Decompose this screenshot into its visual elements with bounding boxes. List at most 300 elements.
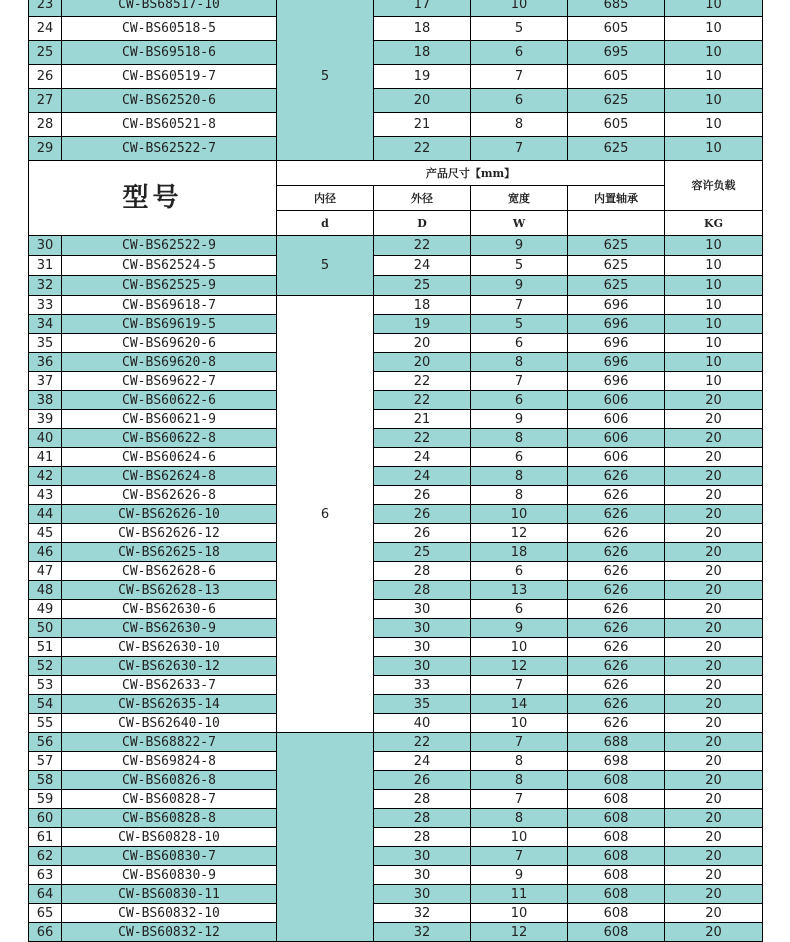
model-cell: CW-BS62626-10	[62, 505, 277, 524]
load-cell: 10	[665, 0, 763, 17]
outer-diameter-cell: 40	[374, 714, 471, 733]
width-cell: 11	[471, 885, 568, 904]
table-row	[29, 353, 763, 372]
model-cell: CW-BS60828-7	[62, 790, 277, 809]
model-cell: CW-BS69824-8	[62, 752, 277, 771]
load-cell: 10	[665, 65, 763, 89]
row-number: 25	[29, 41, 62, 65]
bearing-cell: 606	[568, 391, 665, 410]
width-cell: 8	[471, 467, 568, 486]
outer-diameter-cell: 20	[374, 334, 471, 353]
row-number: 36	[29, 353, 62, 372]
row-number: 56	[29, 733, 62, 752]
model-cell: CW-BS62626-12	[62, 524, 277, 543]
outer-diameter-cell: 22	[374, 429, 471, 448]
bearing-cell: 608	[568, 847, 665, 866]
outer-diameter-cell: 17	[374, 0, 471, 17]
outer-diameter-cell: 28	[374, 828, 471, 847]
model-cell: CW-BS62630-9	[62, 619, 277, 638]
width-cell: 7	[471, 65, 568, 89]
outer-diameter-cell: 26	[374, 505, 471, 524]
load-cell: 10	[665, 334, 763, 353]
table-row	[29, 562, 763, 581]
inner-diameter-symbol: d	[277, 211, 374, 236]
width-cell: 6	[471, 562, 568, 581]
outer-diameter-cell: 32	[374, 904, 471, 923]
table-row	[29, 524, 763, 543]
model-cell: CW-BS62630-10	[62, 638, 277, 657]
bearing-cell: 625	[568, 256, 665, 276]
load-cell: 20	[665, 638, 763, 657]
row-number: 51	[29, 638, 62, 657]
row-number: 23	[29, 0, 62, 17]
outer-diameter-cell: 30	[374, 657, 471, 676]
model-heading: 型号	[29, 161, 277, 236]
model-cell: CW-BS69618-7	[62, 296, 277, 315]
load-cell: 10	[665, 256, 763, 276]
row-number: 62	[29, 847, 62, 866]
width-cell: 5	[471, 256, 568, 276]
bearing-cell: 608	[568, 904, 665, 923]
bearing-cell: 605	[568, 17, 665, 41]
width-cell: 7	[471, 676, 568, 695]
model-cell: CW-BS68822-7	[62, 733, 277, 752]
bearing-heading: 内置轴承	[568, 186, 665, 211]
row-number: 47	[29, 562, 62, 581]
row-number: 28	[29, 113, 62, 137]
outer-diameter-cell: 28	[374, 581, 471, 600]
model-cell: CW-BS69619-5	[62, 315, 277, 334]
load-cell: 20	[665, 448, 763, 467]
outer-diameter-cell: 30	[374, 619, 471, 638]
table-row	[29, 65, 763, 89]
table-row	[29, 334, 763, 353]
outer-diameter-cell: 30	[374, 866, 471, 885]
row-number: 34	[29, 315, 62, 334]
table-row	[29, 752, 763, 771]
outer-diameter-cell: 19	[374, 65, 471, 89]
row-number: 40	[29, 429, 62, 448]
table-row	[29, 276, 763, 296]
load-cell: 20	[665, 524, 763, 543]
width-cell: 9	[471, 619, 568, 638]
bearing-cell: 608	[568, 866, 665, 885]
row-number: 45	[29, 524, 62, 543]
width-cell: 10	[471, 505, 568, 524]
outer-diameter-cell: 22	[374, 236, 471, 256]
inner-diameter-cell: 5	[277, 236, 374, 296]
bearing-cell: 626	[568, 657, 665, 676]
bearing-cell: 608	[568, 790, 665, 809]
bearing-cell: 626	[568, 543, 665, 562]
width-cell: 9	[471, 236, 568, 256]
row-number: 46	[29, 543, 62, 562]
row-number: 26	[29, 65, 62, 89]
load-heading: 容许负载	[665, 161, 763, 211]
width-cell: 6	[471, 448, 568, 467]
load-cell: 20	[665, 714, 763, 733]
row-number: 66	[29, 923, 62, 942]
model-cell: CW-BS60622-6	[62, 391, 277, 410]
model-cell: CW-BS60828-10	[62, 828, 277, 847]
load-cell: 20	[665, 809, 763, 828]
width-cell: 9	[471, 410, 568, 429]
load-cell: 20	[665, 771, 763, 790]
load-cell: 20	[665, 467, 763, 486]
inner-diameter-cell: 6	[277, 296, 374, 733]
row-number: 35	[29, 334, 62, 353]
load-cell: 10	[665, 89, 763, 113]
model-cell: CW-BS60624-6	[62, 448, 277, 467]
load-cell: 20	[665, 486, 763, 505]
bearing-symbol	[568, 211, 665, 236]
bearing-cell: 626	[568, 714, 665, 733]
row-number: 58	[29, 771, 62, 790]
load-cell: 10	[665, 276, 763, 296]
inner-diameter-heading: 内径	[277, 186, 374, 211]
table-row	[29, 137, 763, 161]
spec-table-wrapper	[28, 0, 762, 942]
outer-diameter-cell: 22	[374, 391, 471, 410]
row-number: 24	[29, 17, 62, 41]
bearing-cell: 605	[568, 113, 665, 137]
bearing-cell: 625	[568, 236, 665, 256]
model-cell: CW-BS60826-8	[62, 771, 277, 790]
outer-diameter-cell: 26	[374, 524, 471, 543]
outer-diameter-cell: 22	[374, 372, 471, 391]
outer-diameter-cell: 24	[374, 467, 471, 486]
bearing-cell: 626	[568, 676, 665, 695]
load-cell: 20	[665, 828, 763, 847]
row-number: 60	[29, 809, 62, 828]
table-row	[29, 619, 763, 638]
table-row	[29, 543, 763, 562]
row-number: 53	[29, 676, 62, 695]
outer-diameter-cell: 18	[374, 296, 471, 315]
table-row	[29, 17, 763, 41]
outer-diameter-cell: 26	[374, 771, 471, 790]
outer-diameter-cell: 25	[374, 276, 471, 296]
table-row	[29, 0, 763, 17]
table-row	[29, 113, 763, 137]
width-cell: 7	[471, 733, 568, 752]
header-row-titles	[29, 161, 763, 186]
model-cell: CW-BS62624-8	[62, 467, 277, 486]
outer-diameter-cell: 28	[374, 562, 471, 581]
model-cell: CW-BS60832-10	[62, 904, 277, 923]
model-cell: CW-BS62525-9	[62, 276, 277, 296]
model-cell: CW-BS62522-7	[62, 137, 277, 161]
load-cell: 10	[665, 315, 763, 334]
bearing-cell: 626	[568, 695, 665, 714]
dimensions-heading: 产品尺寸【mm】	[277, 161, 665, 186]
outer-diameter-cell: 30	[374, 885, 471, 904]
width-cell: 9	[471, 866, 568, 885]
width-cell: 7	[471, 790, 568, 809]
model-cell: CW-BS62524-5	[62, 256, 277, 276]
table-row	[29, 41, 763, 65]
row-number: 59	[29, 790, 62, 809]
table-row	[29, 904, 763, 923]
bearing-cell: 625	[568, 89, 665, 113]
width-cell: 5	[471, 17, 568, 41]
width-cell: 6	[471, 334, 568, 353]
model-cell: CW-BS60832-12	[62, 923, 277, 942]
row-number: 61	[29, 828, 62, 847]
bearing-cell: 605	[568, 65, 665, 89]
model-cell: CW-BS60830-11	[62, 885, 277, 904]
width-cell: 8	[471, 752, 568, 771]
bearing-cell: 698	[568, 752, 665, 771]
load-cell: 10	[665, 137, 763, 161]
width-cell: 9	[471, 276, 568, 296]
bearing-cell: 685	[568, 0, 665, 17]
width-cell: 13	[471, 581, 568, 600]
bearing-cell: 696	[568, 372, 665, 391]
width-cell: 7	[471, 372, 568, 391]
table-row	[29, 638, 763, 657]
outer-diameter-heading: 外径	[374, 186, 471, 211]
model-cell: CW-BS62626-8	[62, 486, 277, 505]
table-row	[29, 600, 763, 619]
width-cell: 6	[471, 41, 568, 65]
table-row	[29, 733, 763, 752]
load-cell: 20	[665, 619, 763, 638]
row-number: 31	[29, 256, 62, 276]
table-row	[29, 236, 763, 256]
bearing-cell: 608	[568, 885, 665, 904]
bearing-cell: 626	[568, 581, 665, 600]
bearing-cell: 626	[568, 619, 665, 638]
bearing-cell: 695	[568, 41, 665, 65]
table-row	[29, 89, 763, 113]
table-row	[29, 372, 763, 391]
bearing-cell: 608	[568, 923, 665, 942]
load-unit: KG	[665, 211, 763, 236]
model-cell: CW-BS69620-6	[62, 334, 277, 353]
table-row	[29, 866, 763, 885]
outer-diameter-cell: 26	[374, 486, 471, 505]
row-number: 30	[29, 236, 62, 256]
row-number: 44	[29, 505, 62, 524]
load-cell: 20	[665, 752, 763, 771]
load-cell: 20	[665, 695, 763, 714]
row-number: 42	[29, 467, 62, 486]
outer-diameter-cell: 21	[374, 113, 471, 137]
load-cell: 10	[665, 236, 763, 256]
row-number: 49	[29, 600, 62, 619]
width-cell: 6	[471, 391, 568, 410]
outer-diameter-cell: 18	[374, 41, 471, 65]
row-number: 52	[29, 657, 62, 676]
width-cell: 5	[471, 315, 568, 334]
model-cell: CW-BS62630-12	[62, 657, 277, 676]
load-cell: 20	[665, 543, 763, 562]
outer-diameter-cell: 24	[374, 448, 471, 467]
load-cell: 20	[665, 923, 763, 942]
row-number: 43	[29, 486, 62, 505]
bearing-cell: 626	[568, 600, 665, 619]
inner-diameter-cell	[277, 733, 374, 942]
load-cell: 20	[665, 847, 763, 866]
row-number: 32	[29, 276, 62, 296]
width-cell: 10	[471, 0, 568, 17]
row-number: 55	[29, 714, 62, 733]
outer-diameter-symbol: D	[374, 211, 471, 236]
width-cell: 12	[471, 524, 568, 543]
bearing-cell: 608	[568, 809, 665, 828]
outer-diameter-cell: 32	[374, 923, 471, 942]
table-row	[29, 809, 763, 828]
table-row	[29, 676, 763, 695]
model-cell: CW-BS60518-5	[62, 17, 277, 41]
load-cell: 20	[665, 429, 763, 448]
table-row	[29, 581, 763, 600]
width-cell: 18	[471, 543, 568, 562]
bearing-cell: 626	[568, 467, 665, 486]
width-cell: 8	[471, 771, 568, 790]
row-number: 27	[29, 89, 62, 113]
load-cell: 20	[665, 866, 763, 885]
load-cell: 20	[665, 562, 763, 581]
table-row	[29, 885, 763, 904]
outer-diameter-cell: 24	[374, 752, 471, 771]
bearing-cell: 606	[568, 429, 665, 448]
model-cell: CW-BS69518-6	[62, 41, 277, 65]
bearing-cell: 626	[568, 638, 665, 657]
table-row	[29, 771, 763, 790]
model-cell: CW-BS60830-7	[62, 847, 277, 866]
load-cell: 20	[665, 600, 763, 619]
width-cell: 6	[471, 600, 568, 619]
width-cell: 14	[471, 695, 568, 714]
width-symbol: W	[471, 211, 568, 236]
width-cell: 6	[471, 89, 568, 113]
row-number: 29	[29, 137, 62, 161]
bearing-cell: 626	[568, 524, 665, 543]
row-number: 57	[29, 752, 62, 771]
row-number: 39	[29, 410, 62, 429]
load-cell: 10	[665, 113, 763, 137]
outer-diameter-cell: 24	[374, 256, 471, 276]
outer-diameter-cell: 18	[374, 17, 471, 41]
width-heading: 宽度	[471, 186, 568, 211]
model-cell: CW-BS62630-6	[62, 600, 277, 619]
width-cell: 12	[471, 923, 568, 942]
load-cell: 10	[665, 372, 763, 391]
model-cell: CW-BS62640-10	[62, 714, 277, 733]
load-cell: 20	[665, 904, 763, 923]
model-cell: CW-BS69620-8	[62, 353, 277, 372]
outer-diameter-cell: 20	[374, 353, 471, 372]
bearing-cell: 608	[568, 828, 665, 847]
width-cell: 8	[471, 486, 568, 505]
row-number: 50	[29, 619, 62, 638]
load-cell: 20	[665, 885, 763, 904]
load-cell: 10	[665, 17, 763, 41]
model-cell: CW-BS62522-9	[62, 236, 277, 256]
width-cell: 12	[471, 657, 568, 676]
bearing-cell: 696	[568, 334, 665, 353]
model-cell: CW-BS62628-13	[62, 581, 277, 600]
bearing-cell: 625	[568, 276, 665, 296]
load-cell: 10	[665, 353, 763, 372]
load-cell: 20	[665, 505, 763, 524]
bearing-cell: 626	[568, 562, 665, 581]
outer-diameter-cell: 25	[374, 543, 471, 562]
bearing-cell: 688	[568, 733, 665, 752]
width-cell: 10	[471, 904, 568, 923]
row-number: 41	[29, 448, 62, 467]
model-cell: CW-BS60622-8	[62, 429, 277, 448]
model-cell: CW-BS62520-6	[62, 89, 277, 113]
outer-diameter-cell: 21	[374, 410, 471, 429]
bearing-cell: 696	[568, 353, 665, 372]
model-cell: CW-BS60828-8	[62, 809, 277, 828]
row-number: 65	[29, 904, 62, 923]
outer-diameter-cell: 22	[374, 137, 471, 161]
bearing-cell: 625	[568, 137, 665, 161]
model-cell: CW-BS62635-14	[62, 695, 277, 714]
table-row	[29, 448, 763, 467]
row-number: 54	[29, 695, 62, 714]
model-cell: CW-BS60830-9	[62, 866, 277, 885]
table-row	[29, 790, 763, 809]
table-row	[29, 695, 763, 714]
outer-diameter-cell: 30	[374, 638, 471, 657]
width-cell: 10	[471, 714, 568, 733]
load-cell: 10	[665, 296, 763, 315]
table-row	[29, 429, 763, 448]
model-cell: CW-BS60621-9	[62, 410, 277, 429]
width-cell: 8	[471, 353, 568, 372]
bearing-cell: 608	[568, 771, 665, 790]
load-cell: 20	[665, 676, 763, 695]
bearing-cell: 696	[568, 296, 665, 315]
load-cell: 20	[665, 410, 763, 429]
table-row	[29, 296, 763, 315]
spec-table	[28, 0, 763, 942]
bearing-cell: 696	[568, 315, 665, 334]
model-cell: CW-BS62625-18	[62, 543, 277, 562]
outer-diameter-cell: 30	[374, 600, 471, 619]
load-cell: 20	[665, 581, 763, 600]
width-cell: 7	[471, 847, 568, 866]
row-number: 37	[29, 372, 62, 391]
width-cell: 8	[471, 809, 568, 828]
model-cell: CW-BS68517-10	[62, 0, 277, 17]
bearing-cell: 606	[568, 410, 665, 429]
table-row	[29, 505, 763, 524]
row-number: 64	[29, 885, 62, 904]
outer-diameter-cell: 28	[374, 809, 471, 828]
row-number: 63	[29, 866, 62, 885]
outer-diameter-cell: 33	[374, 676, 471, 695]
table-row	[29, 847, 763, 866]
model-cell: CW-BS60521-8	[62, 113, 277, 137]
outer-diameter-cell: 35	[374, 695, 471, 714]
row-number: 48	[29, 581, 62, 600]
table-row	[29, 315, 763, 334]
table-row	[29, 256, 763, 276]
load-cell: 20	[665, 790, 763, 809]
table-row	[29, 657, 763, 676]
model-cell: CW-BS62628-6	[62, 562, 277, 581]
load-cell: 10	[665, 41, 763, 65]
table-row	[29, 923, 763, 942]
bearing-cell: 606	[568, 448, 665, 467]
outer-diameter-cell: 28	[374, 790, 471, 809]
